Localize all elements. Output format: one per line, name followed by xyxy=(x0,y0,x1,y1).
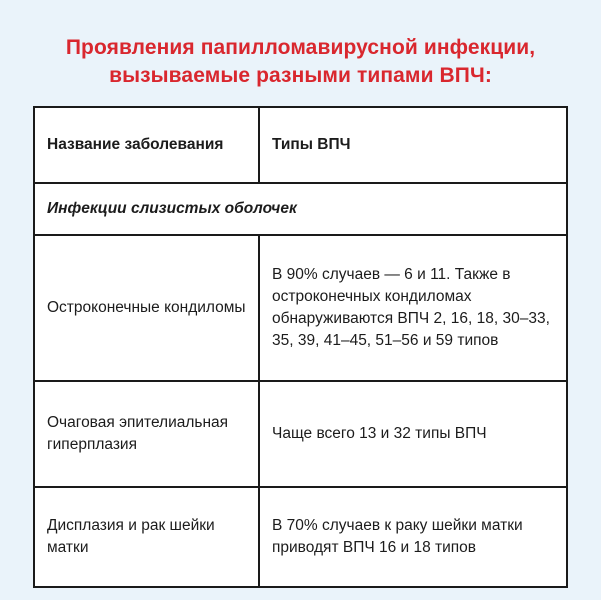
table-row xyxy=(34,381,567,487)
table-header-row xyxy=(34,107,567,183)
hpv-types-cell: Чаще всего 13 и 32 типы ВПЧ xyxy=(259,381,567,487)
disease-cell: Очаговая эпителиальная гиперплазия xyxy=(34,381,259,487)
table-row xyxy=(34,487,567,587)
header-hpv-types: Типы ВПЧ xyxy=(259,107,567,183)
disease-cell: Остроконечные кондиломы xyxy=(34,235,259,381)
table-section-row xyxy=(34,183,567,235)
table-row xyxy=(34,235,567,381)
disease-cell: Дисплазия и рак шейки матки xyxy=(34,487,259,587)
section-mucosal-infections: Инфекции слизистых оболочек xyxy=(34,183,567,235)
hpv-types-cell: В 90% случаев — 6 и 11. Также в остроконечных кондиломах обнаруживаются ВПЧ 2, 16, 18, 30–33, 35, 39, 41–45, 51–56 и 59 типов xyxy=(259,235,567,381)
hpv-types-table xyxy=(33,106,568,588)
page-title xyxy=(0,34,601,90)
header-disease: Название заболевания xyxy=(34,107,259,183)
hpv-types-cell: В 70% случаев к раку шейки матки приводят ВПЧ 16 и 18 типов xyxy=(259,487,567,587)
page-title-line-2: вызываемые разными типами ВПЧ: xyxy=(109,64,492,87)
page-title-line-1: Проявления папилломавирусной инфекции, xyxy=(65,36,536,59)
